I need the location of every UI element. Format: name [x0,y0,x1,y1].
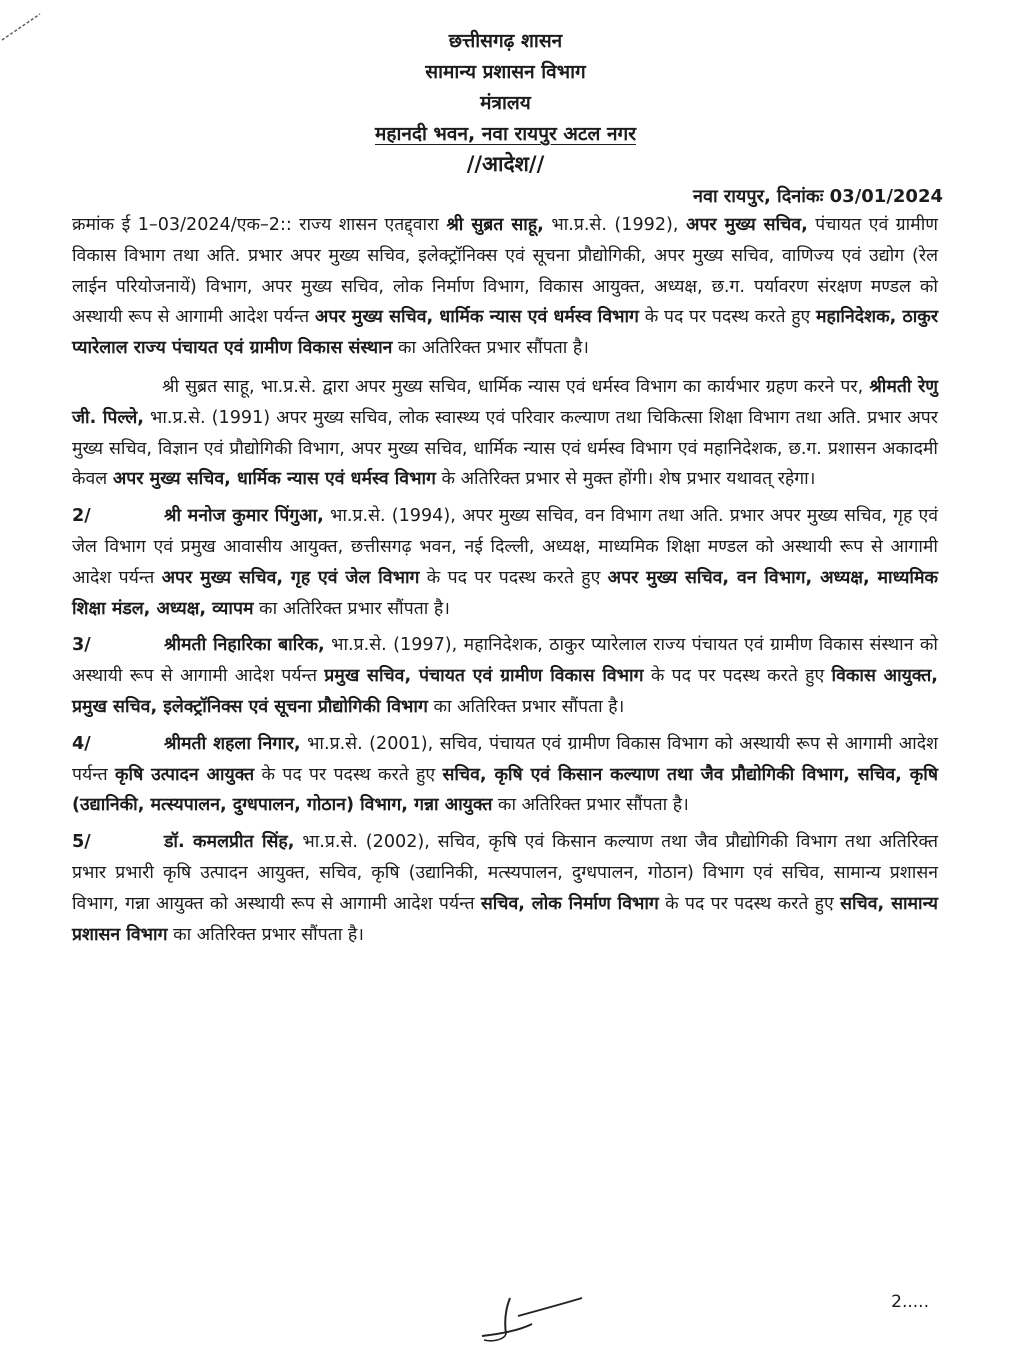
p6-bold-1: डॉ. कमलप्रीत सिंह, [164,832,295,853]
p4-bold-3: विकास आयुक्त, प्रमुख सचिव, इलेक्ट्रॉनिक्स एवं सूचना प्रौद्योगिकी विभाग [72,666,938,717]
p1-text-4: के पद पर पदस्थ करते हुए [638,307,817,328]
p1-text-3: पंचायत एवं ग्रामीण विकास विभाग तथा अति. प्रभार अपर मुख्य सचिव, इलेक्ट्रॉनिक्स एवं सूचना प्रौद्योगिकी, अपर मुख्य सचिव, वाणिज्य एवं उद्योग (रेल लाईन परियोजनायें) विभाग, अपर मुख्य सचिव, लोक निर्माण विभाग, विकास आयुक्त, अध्यक्ष, छ.ग. पर्यावरण संरक्षण मण्डल को अस्थायी रूप से आगामी आदेश पर्यन्त [72,215,938,328]
p1-text-2: भा.प्र.से. (1992), [543,215,686,235]
p5-text-2: के पद पर पदस्थ करते हुए [254,764,443,785]
letterhead [0,26,1011,150]
p4-bold-1: श्रीमती निहारिका बारिक, [164,635,325,656]
p6-text-2: के पद पर पदस्थ करते हुए [658,893,841,914]
paragraph-1 [72,210,938,364]
p3-bold-3: अपर मुख्य सचिव, वन विभाग, अध्यक्ष, माध्यमिक शिक्षा मंडल, अध्यक्ष, व्यापम [72,567,938,619]
p3-text-1: भा.प्र.से. (1994), अपर मुख्य सचिव, वन विभाग तथा अति. प्रभार अपर मुख्य सचिव, गृह एवं जेल विभाग एवं प्रमुख आवासीय आयुक्त, छत्तीसगढ़ भवन, नई दिल्ली, अध्यक्ष, माध्यमिक शिक्षा मण्डल को अस्थायी रूप से आगामी आदेश पर्यन्त [72,506,938,588]
p3-number: 2/ [72,506,91,527]
signature-mark [470,1294,590,1344]
page-number: 2..... [891,1292,929,1312]
paragraph-5 [72,729,938,821]
p5-bold-3: सचिव, कृषि एवं किसान कल्याण तथा जैव प्रौद्योगिकी विभाग, सचिव, कृषि (उद्यानिकी, मत्स्यपालन, दुग्धपालन, गोठान) विभाग, गन्ना आयुक्त [72,764,938,816]
p5-number: 4/ [72,733,91,754]
p3-bold-2: अपर मुख्य सचिव, गृह एवं जेल विभाग [161,567,420,588]
p3-bold-1: श्री मनोज कुमार पिंगुआ, [164,506,324,527]
p1-text-1: क्रमांक ई 1–03/2024/एक–2:: राज्य शासन एतद्द्वारा [72,215,447,235]
paragraph-2 [72,372,938,495]
p6-text-3: का अतिरिक्त प्रभार सौंपता है। [167,924,364,945]
p2-bold-2: अपर मुख्य सचिव, धार्मिक न्यास एवं धर्मस्व विभाग [112,469,436,490]
p6-text-1: भा.प्र.से. (2002), सचिव, कृषि एवं किसान कल्याण तथा जैव प्रौद्योगिकी विभाग तथा अतिरिक्त प्रभार प्रभारी कृषि उत्पादन आयुक्त, सचिव, कृषि (उद्यानिकी, मत्स्यपालन, दुग्धपालन, गोठान) विभाग एवं सचिव, सामान्य प्रशासन विभाग, गन्ना आयुक्त को अस्थायी रूप से आगामी आदेश पर्यन्त [72,832,938,914]
p3-text-2: के पद पर पदस्थ करते हुए [419,567,608,588]
paragraph-3 [72,501,938,624]
p5-bold-2: कृषि उत्पादन आयुक्त [115,764,255,785]
p4-bold-2: प्रमुख सचिव, पंचायत एवं ग्रामीण विकास विभाग [324,666,644,687]
p2-text-2: भा.प्र.से. (1991) अपर मुख्य सचिव, लोक स्वास्थ्य एवं परिवार कल्याण तथा चिकित्सा शिक्षा विभाग तथा अति. प्रभार अपर मुख्य सचिव, विज्ञान एवं प्रौद्योगिकी विभाग, अपर मुख्य सचिव, धार्मिक न्यास एवं धर्मस्व विभाग एवं महानिदेशक, छ.ग. प्रशासन अकादमी केवल [72,407,938,490]
government-name: छत्तीसगढ़ शासन [448,30,563,52]
p1-bold-1: श्री सुब्रत साहू, [446,215,544,235]
p4-text-2: के पद पर पदस्थ करते हुए [643,666,832,687]
p1-text-5: का अतिरिक्त प्रभार सौंपता है। [392,338,589,359]
p5-bold-1: श्रीमती शहला निगार, [164,733,301,754]
p4-text-3: का अतिरिक्त प्रभार सौंपता है। [427,696,625,717]
p2-text-1: श्री सुब्रत साहू, भा.प्र.से. द्वारा अपर मुख्य सचिव, धार्मिक न्यास एवं धर्मस्व विभाग का कार्यभार ग्रहण करने पर, [162,376,870,397]
p2-text-3: के अतिरिक्त प्रभार से मुक्त होंगी। शेष प्रभार यथावत् रहेगा। [435,469,816,490]
ministry-name: मंत्रालय [480,92,531,114]
p3-text-3: का अतिरिक्त प्रभार सौंपता है। [253,598,450,619]
p4-text-1: भा.प्र.से. (1997), महानिदेशक, ठाकुर प्यारेलाल राज्य पंचायत एवं ग्रामीण विकास संस्थान को अस्थायी रूप से आगामी आदेश पर्यन्त [72,635,938,687]
p6-bold-3: सचिव, सामान्य प्रशासन विभाग [72,893,938,945]
order-body [72,210,938,950]
p1-bold-4: महानिदेशक, ठाकुर प्यारेलाल राज्य पंचायत एवं ग्रामीण विकास संस्थान [72,307,939,359]
p6-number: 5/ [72,832,91,853]
p4-number: 3/ [72,635,91,656]
place-date: नवा रायपुर, दिनांकः 03/01/2024 [692,186,943,207]
p5-text-1: भा.प्र.से. (2001), सचिव, पंचायत एवं ग्रामीण विकास विभाग को अस्थायी रूप से आगामी आदेश पर्यन्त [72,733,939,785]
paragraph-6 [72,827,938,950]
office-address: महानदी भवन, नवा रायपुर अटल नगर [375,123,636,145]
p1-bold-3: अपर मुख्य सचिव, धार्मिक न्यास एवं धर्मस्व विभाग [314,307,639,328]
paragraph-4 [72,630,938,722]
department-name: सामान्य प्रशासन विभाग [425,61,586,83]
p1-bold-2: अपर मुख्य सचिव, [686,215,808,235]
p5-text-3: का अतिरिक्त प्रभार सौंपता है। [492,795,689,816]
p6-bold-2: सचिव, लोक निर्माण विभाग [480,893,659,914]
order-title: //आदेश// [466,152,545,176]
p2-bold-1: श्रीमती रेणु जी. पिल्ले, [72,376,938,428]
